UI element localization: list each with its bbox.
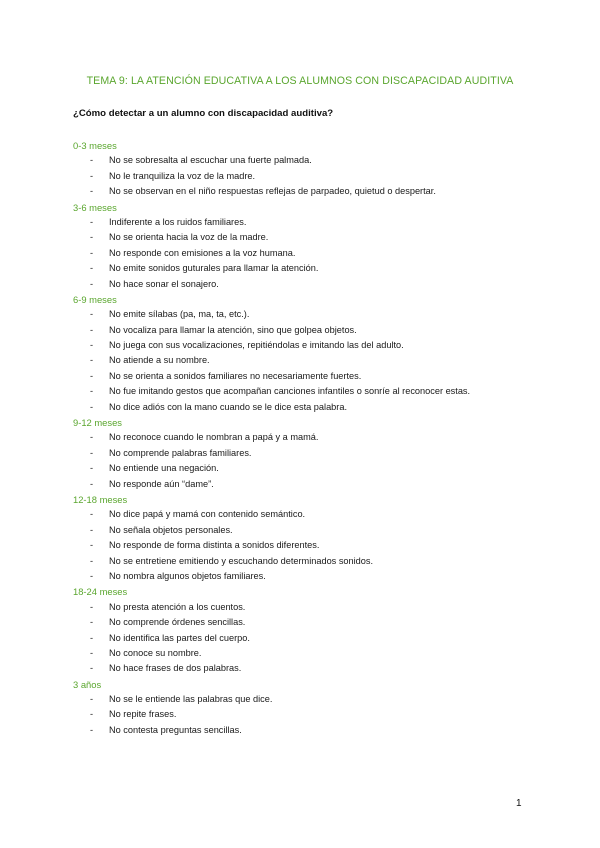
- list-item-text: No contesta preguntas sencillas.: [109, 724, 242, 735]
- list-item: [73, 538, 553, 553]
- bullet-dash: -: [90, 247, 94, 258]
- list-item: [73, 477, 553, 492]
- list-item-text: No dice papá y mamá con contenido semántico.: [109, 509, 306, 520]
- list-item-text: No atiende a su nombre.: [109, 355, 210, 366]
- list-item-text: No hace frases de dos palabras.: [109, 663, 242, 674]
- list-item: [73, 277, 553, 292]
- list-item-text: No juega con sus vocalizaciones, repitiéndolas e imitando las del adulto.: [109, 340, 404, 351]
- list-item-text: No emite sonidos guturales para llamar la atención.: [109, 263, 319, 274]
- list-item: [73, 169, 553, 184]
- list-item: [73, 246, 553, 261]
- bullet-dash: -: [90, 155, 94, 166]
- age-sections: [73, 138, 553, 738]
- bullet-dash: -: [90, 186, 94, 197]
- age-range-heading: 6-9 meses: [73, 293, 117, 305]
- age-range-heading: 9-12 meses: [73, 417, 122, 429]
- bullet-dash: -: [90, 570, 94, 581]
- list-item: [73, 507, 553, 522]
- list-item-text: No vocaliza para llamar la atención, sino que golpea objetos.: [109, 324, 357, 335]
- list-item-text: No fue imitando gestos que acompañan canciones infantiles o sonríe al reconocer estas.: [109, 386, 471, 397]
- bullet-dash: -: [90, 601, 94, 612]
- list-item-text: No emite sílabas (pa, ma, ta, etc.).: [109, 309, 250, 320]
- list-item-text: No se entretiene emitiendo y escuchando determinados sonidos.: [109, 555, 374, 566]
- list-item-text: No hace sonar el sonajero.: [109, 278, 219, 289]
- bullet-dash: -: [90, 509, 94, 520]
- age-range-heading: 3 años: [73, 678, 102, 690]
- list-item-text: No señala objetos personales.: [109, 524, 233, 535]
- list-item-text: No reconoce cuando le nombran a papá y a mamá.: [109, 432, 319, 443]
- list-item: [73, 661, 553, 676]
- list-item: [73, 615, 553, 630]
- list-item: [73, 338, 553, 353]
- list-item: [73, 723, 553, 738]
- list-item-text: No responde con emisiones a la voz humana.: [109, 247, 296, 258]
- list-item-text: No presta atención a los cuentos.: [109, 601, 246, 612]
- bullet-dash: -: [90, 709, 94, 720]
- list-item-text: No se observan en el niño respuestas reflejas de parpadeo, quietud o despertar.: [109, 186, 436, 197]
- list-item: [73, 646, 553, 661]
- list-item-text: No le tranquiliza la voz de la madre.: [109, 170, 256, 181]
- list-item: [73, 384, 553, 399]
- bullet-dash: -: [90, 340, 94, 351]
- bullet-dash: -: [90, 309, 94, 320]
- list-item: [73, 215, 553, 230]
- bullet-dash: -: [90, 432, 94, 443]
- list-item-text: No identifica las partes del cuerpo.: [109, 632, 250, 643]
- list-item-text: Indiferente a los ruidos familiares.: [109, 216, 247, 227]
- bullet-dash: -: [90, 478, 94, 489]
- bullet-dash: -: [90, 447, 94, 458]
- list-item: [73, 569, 553, 584]
- list-item: [73, 631, 553, 646]
- bullet-dash: -: [90, 401, 94, 412]
- list-item: [73, 523, 553, 538]
- list-item: [73, 261, 553, 276]
- list-item: [73, 184, 553, 199]
- age-range-heading: 12-18 meses: [73, 493, 128, 505]
- list-item-text: No nombra algunos objetos familiares.: [109, 570, 266, 581]
- bullet-dash: -: [90, 232, 94, 243]
- list-item: [73, 400, 553, 415]
- list-item-text: No se orienta hacia la voz de la madre.: [109, 232, 269, 243]
- list-item: [73, 353, 553, 368]
- section-question: ¿Cómo detectar a un alumno con discapacidad auditiva?: [73, 108, 334, 119]
- bullet-dash: -: [90, 278, 94, 289]
- list-item-text: No se orienta a sonidos familiares no necesariamente fuertes.: [109, 370, 362, 381]
- list-item: [73, 600, 553, 615]
- list-item-text: No responde de forma distinta a sonidos diferentes.: [109, 540, 320, 551]
- list-item-text: No repite frases.: [109, 709, 177, 720]
- bullet-dash: -: [90, 632, 94, 643]
- list-item-text: No se sobresalta al escuchar una fuerte palmada.: [109, 155, 312, 166]
- bullet-dash: -: [90, 540, 94, 551]
- bullet-dash: -: [90, 663, 94, 674]
- list-item: [73, 369, 553, 384]
- list-item-text: No dice adiós con la mano cuando se le dice esta palabra.: [109, 401, 348, 412]
- list-item-text: No comprende órdenes sencillas.: [109, 617, 246, 628]
- list-item: [73, 153, 553, 168]
- bullet-dash: -: [90, 324, 94, 335]
- bullet-dash: -: [90, 724, 94, 735]
- bullet-dash: -: [90, 647, 94, 658]
- list-item: [73, 230, 553, 245]
- bullet-dash: -: [90, 263, 94, 274]
- list-item: [73, 430, 553, 445]
- list-item: [73, 692, 553, 707]
- list-item: [73, 707, 553, 722]
- list-item-text: No entiende una negación.: [109, 463, 219, 474]
- bullet-dash: -: [90, 524, 94, 535]
- list-item-text: No comprende palabras familiares.: [109, 447, 252, 458]
- bullet-dash: -: [90, 355, 94, 366]
- age-range-heading: 0-3 meses: [73, 140, 117, 151]
- list-item: [73, 446, 553, 461]
- bullet-dash: -: [90, 216, 94, 227]
- list-item-text: No responde aún “dame”.: [109, 478, 214, 489]
- bullet-dash: -: [90, 386, 94, 397]
- bullet-dash: -: [90, 617, 94, 628]
- page-number: 1: [516, 798, 522, 809]
- document-title: TEMA 9: LA ATENCIÓN EDUCATIVA A LOS ALUMNOS CON DISCAPACIDAD AUDITIVA: [86, 75, 514, 87]
- age-range-heading: 18-24 meses: [73, 586, 128, 598]
- age-range-heading: 3-6 meses: [73, 201, 117, 213]
- bullet-dash: -: [90, 694, 94, 705]
- bullet-dash: -: [90, 555, 94, 566]
- list-item: [73, 554, 553, 569]
- bullet-dash: -: [90, 463, 94, 474]
- list-item-text: No se le entiende las palabras que dice.: [109, 694, 273, 705]
- list-item: [73, 323, 553, 338]
- bullet-dash: -: [90, 370, 94, 381]
- bullet-dash: -: [90, 170, 94, 181]
- list-item: [73, 461, 553, 476]
- list-item: [73, 307, 553, 322]
- list-item-text: No conoce su nombre.: [109, 647, 202, 658]
